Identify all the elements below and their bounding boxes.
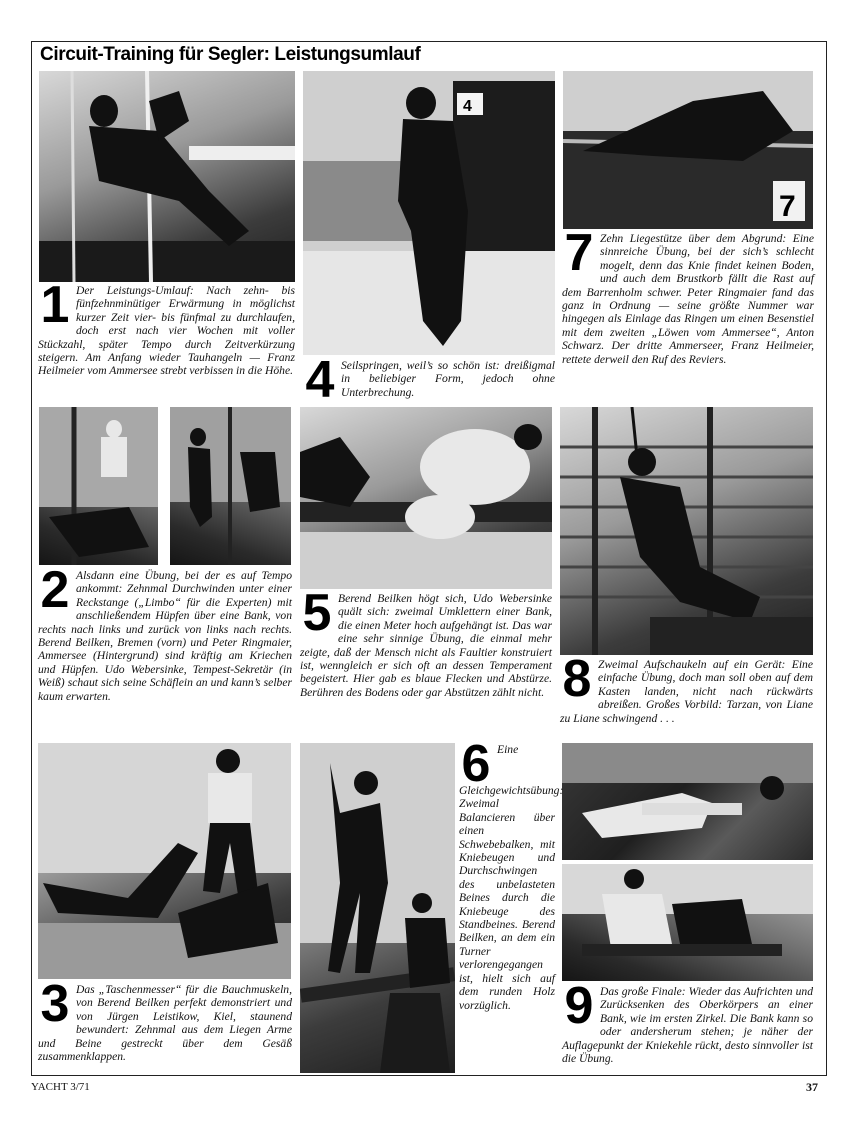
caption-1-number: 1 — [40, 285, 70, 325]
photo-limbo-bench-right — [170, 407, 291, 565]
photo-rope-skipping — [303, 71, 555, 355]
caption-1-text: Der Leistungs-Umlauf: Nach zehn- bis fünfzehnminütiger Erwärmung in möglichst kurzer Zeit vier- bis fünfmal zu durchlaufen, doch erst nach vier Wochen mit voller Stückzahl, später Tempo durch Zeitverkürzung steigern. Am Anfang wieder Tauhangeln — Franz Heilmeier vom Ammersee strebt verbissen in die Höhe. — [38, 284, 295, 378]
photo-final-situps-top — [562, 743, 813, 860]
photo-balance-beam — [300, 743, 455, 1073]
caption-8-text: Zweimal Aufschaukeln auf ein Gerät: Eine einfache Übung, doch man soll oben auf dem Kasten landen, nicht nach rückwärts abreißen. Großes Vorbild: Tarzan, von Liane zu Liane schwingend . . . — [560, 658, 813, 725]
caption-7-text: Zehn Liegestütze über dem Abgrund: Eine sinnreiche Übung, bei der sich’s schlecht mogelt, denn das Knie findet keinen Boden, und auch dem Brustkorb fällt die Rast auf dem Barrenholm schwer. Peter Ringmaier fand das ganz in Ordnung — seine größte Nummer war hingegen als Einlage das Ringen um einen Besenstiel mit dem zweiten „Löwen vom Ammersee“, Anton Schwarz. Der dritte Ammerseer, Franz Heilmeier, rettete derweil den Ruf des Reviers. — [562, 232, 814, 366]
page-title: Circuit-Training für Segler: Leistungsumlauf — [40, 44, 421, 65]
footer-page-number: 37 — [806, 1080, 818, 1094]
photo-swinging-onto-box — [560, 407, 813, 655]
caption-9-text: Das große Finale: Wieder das Aufrichten und Zurücksenken des Oberkörpers an einer Bank, wie im ersten Zirkel. Die Bank kann so oder andersherum stehen; je näher der Auflagepunkt der Kniekehle rückt, desto sinnvoller ist die Übung. — [562, 985, 813, 1066]
caption-4-text: Seilspringen, weil’s so schön ist: dreißigmal in beliebiger Form, jedoch ohne Unterbrechung. — [341, 359, 555, 399]
caption-6-text: Eine Gleichgewichtsübung: Zweimal Balancieren über einen Schwebebalken, mit Kniebeugen und Durchschwingen des unbelasteten Beines durch die Kniebeuge des Standbeines. Berend Beilken, an dem ein Turner verlorengegangen ist, hielt sich auf dem runden Holz vorzüglich. — [459, 743, 564, 1012]
caption-7-number: 7 — [564, 233, 594, 273]
caption-8-number: 8 — [562, 659, 592, 699]
caption-7 — [562, 232, 814, 366]
station-4-sign: 4 — [463, 98, 472, 115]
caption-3-text: Das „Taschenmesser“ für die Bauchmuskeln, von Berend Beilken perfekt demonstriert und von Jürgen Leistikow, Kiel, staunend bewundert: Zehnmal aus dem Liegen Arme und Beine gestreckt über dem Gesäß zusammenklappen. — [38, 983, 292, 1064]
caption-2-text: Alsdann eine Übung, bei der es auf Tempo ankommt: Zehnmal Durchwinden unter einer Reckstange („Limbo“ für die Experten) mit anschließendem Hüpfen über eine Bank, von rechts nach links und zurück von links nach rechts. Berend Beilken, Bremen (vorn) und Peter Ringmaier, Ammersee (Hintergrund) sind kräftig am Kriechen und Hüpfen. Udo Webersinke, Tempest-Sekretär (in Weiß) schaut sich seine Schäflein an und kann’s selber kaum erwarten. — [38, 569, 292, 703]
caption-4 — [303, 359, 555, 400]
caption-1 — [38, 284, 295, 378]
caption-4-number: 4 — [305, 360, 335, 400]
caption-8 — [560, 658, 813, 725]
photo-bench-climbing — [300, 407, 552, 589]
caption-5-number: 5 — [302, 593, 332, 633]
photo-rope-climbing — [39, 71, 295, 282]
caption-2-number: 2 — [40, 570, 70, 610]
caption-3-number: 3 — [40, 984, 70, 1024]
photo-limbo-bench-left — [39, 407, 158, 565]
caption-3 — [38, 983, 292, 1063]
caption-5-text: Berend Beilken högt sich, Udo Webersinke quält sich: zweimal Umklettern einer Bank, die einen Meter hoch aufgehängt ist. Das war eine sehr sinnige Übung, die einmal mehr zeigte, daß der Mensch nicht als Faultier konstruiert ist, wenngleich er sich oft an dessen Temperament begeistert. Hier gab es blaue Flecken und Abstürze. Berühren des Bodens oder gar Abstützen zählt nicht. — [300, 592, 552, 699]
footer-issue: YACHT 3/71 — [31, 1081, 90, 1093]
caption-9-number: 9 — [564, 986, 594, 1026]
caption-6-number: 6 — [461, 744, 491, 784]
photo-pushups-parallel-bars — [563, 71, 813, 229]
station-7-sign: 7 — [779, 190, 796, 223]
caption-5 — [300, 592, 552, 699]
photo-jackknife-situps — [38, 743, 291, 979]
photo-final-situps-bottom — [562, 864, 813, 981]
caption-9 — [562, 985, 813, 1065]
caption-2 — [38, 569, 292, 703]
caption-6 — [459, 743, 564, 1012]
